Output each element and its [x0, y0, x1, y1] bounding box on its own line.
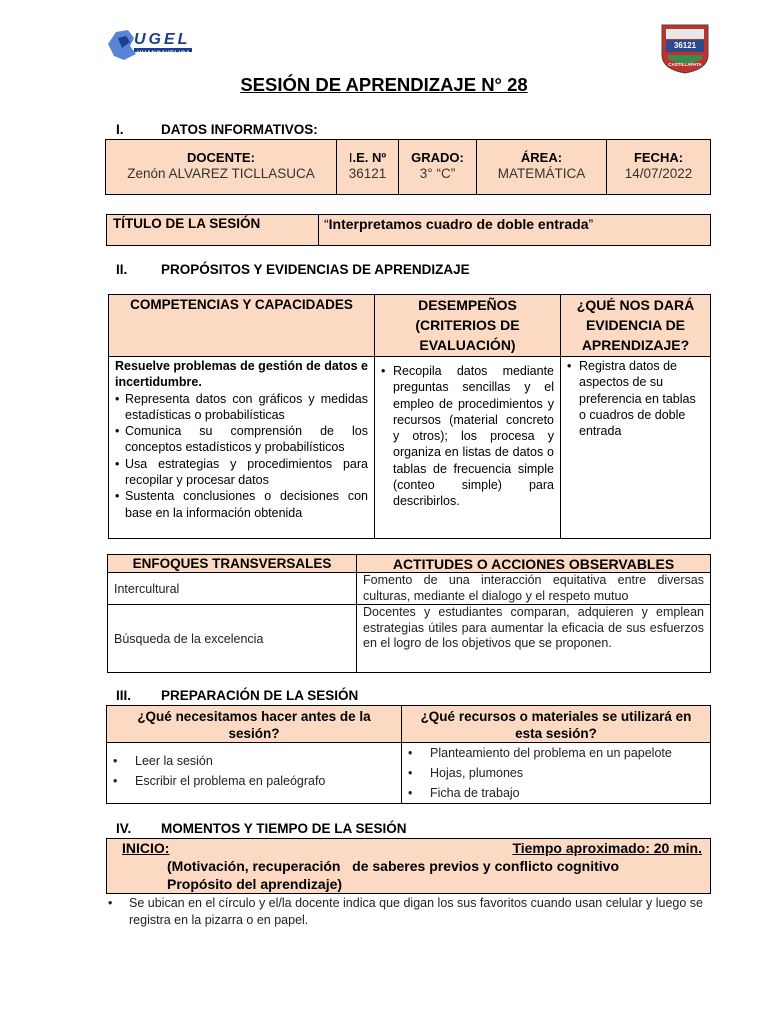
actitud-excelencia: Docentes y estudiantes comparan, adquieren y emplean estrategias útiles para aumentar la eficacia de sus esfuerzos en el logro de los objetivos que se proponen.	[357, 605, 711, 673]
list-item: • Sustenta conclusiones o decisiones con base en la información obtenida	[115, 488, 368, 521]
recursos-list	[408, 743, 704, 803]
ugel-logo	[104, 24, 196, 64]
area-label: ÁREA:	[520, 150, 563, 165]
competencias-cell	[109, 357, 375, 539]
inicio-line-1: (Motivación, recuperación de saberes previos y conflicto cognitivo	[167, 858, 620, 874]
ie-label-rest: .E. Nº	[352, 150, 387, 165]
titulo-sesion-table	[106, 214, 711, 246]
list-item: • Comunica su comprensión de los conceptos estadísticos y probabilísticos	[115, 423, 368, 456]
section-2-title: PROPÓSITOS Y EVIDENCIAS DE APRENDIZAJE	[161, 262, 470, 277]
recursos-cell	[402, 743, 711, 804]
grado-value: 3° “C”	[419, 166, 456, 181]
preparacion-table	[106, 705, 711, 804]
fecha-value: 14/07/2022	[624, 166, 693, 181]
school-badge-number: 36121	[673, 41, 697, 50]
competencias-header: COMPETENCIAS Y CAPACIDADES	[109, 295, 375, 357]
titulo-close-quote: ”	[588, 216, 594, 232]
ie-value: 36121	[348, 166, 387, 181]
grado-label: GRADO:	[411, 150, 464, 165]
page-title: SESIÓN DE APRENDIZAJE N° 28	[240, 74, 528, 95]
area-cell	[477, 140, 607, 195]
docente-label: DOCENTE:	[187, 150, 255, 165]
docente-value: Zenón ALVAREZ TICLLASUCA	[127, 166, 315, 181]
grado-cell	[399, 140, 477, 195]
enfoque-intercultural: Intercultural	[108, 573, 357, 605]
fecha-label: FECHA:	[633, 150, 684, 165]
ugel-logo-text: UGEL	[134, 31, 191, 48]
list-item: • Recopila datos mediante preguntas sencillas y el empleo de procedimientos y recursos (material concreto y otros); los procesa y organiza en listas de datos o tablas de frecuencia simple (conteo simple) para describirlos.	[381, 363, 554, 510]
actitudes-header: ACTITUDES O ACCIONES OBSERVABLES	[357, 555, 711, 573]
titulo-label: TÍTULO DE LA SESIÓN	[107, 215, 319, 246]
enfoques-header: ENFOQUES TRANSVERSALES	[108, 555, 357, 573]
section-4-number: IV.	[116, 821, 132, 836]
ie-label-prefix: I	[348, 150, 353, 165]
section-3-number: III.	[116, 688, 132, 703]
section-2-number: II.	[116, 262, 128, 277]
evidencia-cell	[561, 357, 711, 539]
fecha-cell	[607, 140, 711, 195]
ugel-logo-subtext: HUANCAVELICA	[137, 51, 191, 57]
propositos-table	[108, 294, 711, 539]
list-item: • Ficha de trabajo	[408, 783, 704, 803]
actitud-intercultural: Fomento de una interacción equitativa entre diversas culturas, mediante el dialogo y el respeto mutuo	[357, 573, 711, 605]
list-item: • Representa datos con gráficos y medidas estadísticas o probabilísticas	[115, 391, 368, 424]
school-badge	[660, 23, 710, 75]
inicio-box	[106, 838, 711, 894]
inicio-line-2: Propósito del aprendizaje)	[167, 876, 343, 892]
enfoque-excelencia: Búsqueda de la excelencia	[108, 605, 357, 673]
enfoques-table	[107, 554, 711, 673]
antes-list	[113, 751, 395, 791]
ie-cell	[337, 140, 399, 195]
desempenos-header: DESEMPEÑOS (CRITERIOS DE EVALUACIÓN)	[375, 295, 561, 357]
inicio-label: INICIO:	[122, 840, 170, 856]
antes-header: ¿Qué necesitamos hacer antes de la sesión?	[107, 706, 402, 743]
section-1-number: I.	[116, 122, 124, 137]
inicio-activities	[108, 895, 714, 928]
list-item: • Usa estrategias y procedimientos para recopilar y procesar datos	[115, 456, 368, 489]
ie-label	[337, 149, 398, 166]
section-1-title: DATOS INFORMATIVOS:	[161, 122, 318, 137]
list-item: • Hojas, plumones	[408, 763, 704, 783]
competencia-text: Resuelve problemas de gestión de datos e incertidumbre.	[115, 359, 368, 390]
capacidades-list	[115, 391, 368, 521]
evidencia-list	[567, 358, 704, 439]
school-badge-name: CASTILLAPATA	[668, 62, 702, 67]
list-item: • Registra datos de aspectos de su preferencia en tablas o cuadros de doble entrada	[567, 358, 704, 439]
list-item: • Leer la sesión	[113, 751, 395, 771]
desempeno-list	[381, 363, 554, 510]
datos-informativos-table	[105, 139, 711, 195]
recursos-header: ¿Qué recursos o materiales se utilizará en esta sesión?	[402, 706, 711, 743]
antes-cell	[107, 743, 402, 804]
desempeno-cell	[375, 357, 561, 539]
evidencia-header: ¿QUÉ NOS DARÁ EVIDENCIA DE APRENDIZAJE?	[561, 295, 711, 357]
list-item: • Planteamiento del problema en un papelote	[408, 743, 704, 763]
docente-cell	[106, 140, 337, 195]
titulo-value-cell	[319, 215, 711, 246]
titulo-value: Interpretamos cuadro de doble entrada	[328, 216, 589, 232]
list-item: • Se ubican en el círculo y el/la docente indica que digan los sus favoritos cuando usan celular y luego se registra en la pizarra o en papel.	[108, 895, 714, 928]
section-4-title: MOMENTOS Y TIEMPO DE LA SESIÓN	[161, 821, 407, 836]
tiempo-label: Tiempo aproximado: 20 min.	[512, 840, 702, 856]
section-3-title: PREPARACIÓN DE LA SESIÓN	[161, 688, 359, 703]
titulo-open-quote: “	[324, 216, 329, 232]
list-item: • Escribir el problema en paleógrafo	[113, 771, 395, 791]
area-value: MATEMÁTICA	[497, 166, 586, 181]
